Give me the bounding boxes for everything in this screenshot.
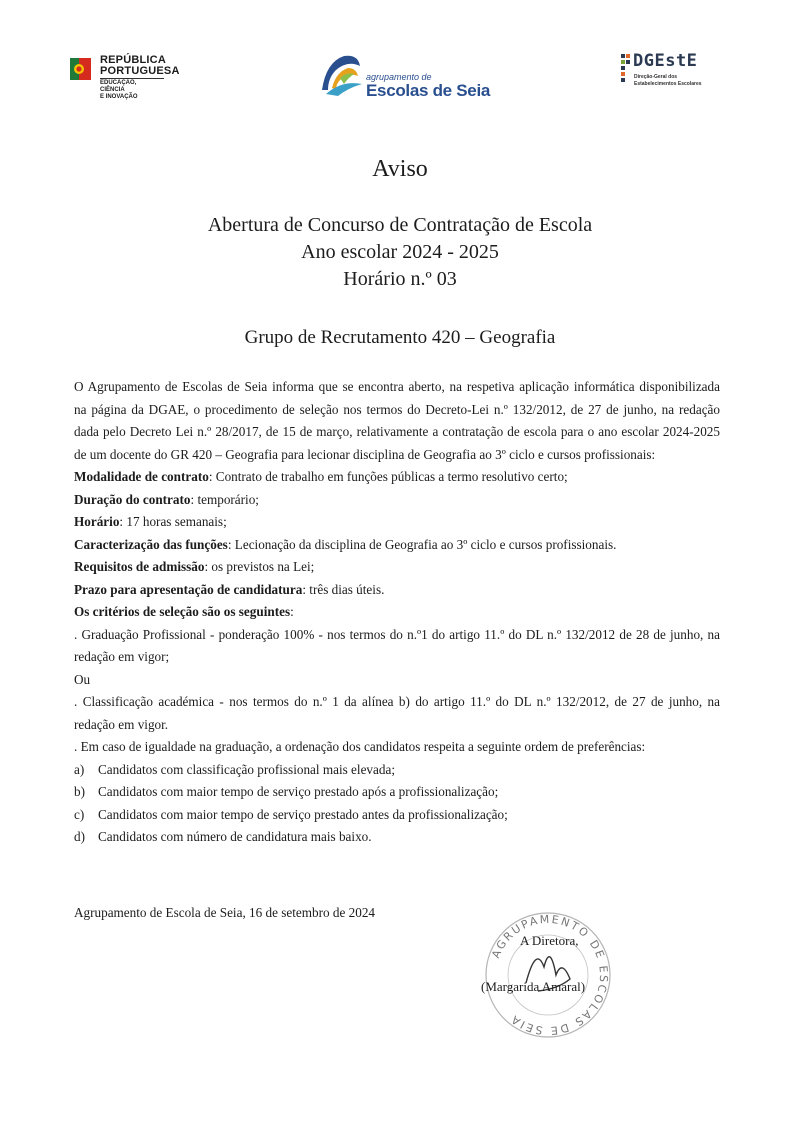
criterio2-line2: redação em vigor. xyxy=(74,716,169,732)
horario-label: Horário xyxy=(74,514,120,529)
modalidade-value: : Contrato de trabalho em funções públicas a termo resolutivo certo; xyxy=(208,469,568,484)
subtitle-line1: Abertura de Concurso de Contratação de Escola xyxy=(207,214,593,236)
caracterizacao-item xyxy=(74,534,720,557)
subtitle-line3: Horário n.º 03 xyxy=(343,268,457,290)
subtitle-line2: Ano escolar 2024 - 2025 xyxy=(301,241,499,263)
intro-line: de um docente do GR 420 – Geografia para lecionar disciplina de Geografia ao 3º ciclo e cursos profissionais: xyxy=(74,446,656,462)
place-date: Agrupamento de Escola de Seia, 16 de setembro de 2024 xyxy=(74,905,376,920)
duracao-item xyxy=(74,489,720,512)
preference-label: c) xyxy=(74,806,85,822)
modalidade-item xyxy=(74,466,720,489)
requisitos-value: : os previstos na Lei; xyxy=(204,559,315,574)
ou-text: Ou xyxy=(74,671,91,687)
preference-label: a) xyxy=(74,761,85,777)
dgeste-sub1: Direção-Geral dos xyxy=(634,74,678,80)
official-stamp-icon xyxy=(478,905,618,1045)
republica-portuguesa-logo xyxy=(70,54,180,104)
republica-line1: REPÚBLICA xyxy=(100,54,166,66)
caracterizacao-label: Caracterização das funções xyxy=(74,536,228,552)
preference-text: Candidatos com maior tempo de serviço prestado após a profissionalização; xyxy=(98,784,499,799)
dgeste-sub2: Estabelecimentos Escolares xyxy=(634,81,702,87)
document-body xyxy=(74,376,720,849)
intro-line: dada pelo Decreto Lei n.º 28/2017, de 15 de março, relativamente a contratação de escola para o ano escolar 2024-2025 xyxy=(74,424,720,439)
page-title: Aviso xyxy=(372,156,428,182)
duracao-label: Duração do contrato xyxy=(74,491,191,507)
stamp-text: AGRUPAMENTO DE ESCOLAS DE SEIA xyxy=(489,912,611,1038)
agrupamento-logo xyxy=(318,50,491,104)
intro-line: O Agrupamento de Escolas de Seia informa que se encontra aberto, na respetiva aplicação informática disponibilizada xyxy=(74,379,720,394)
horario-value: : 17 horas semanais; xyxy=(119,514,227,529)
prazo-value: : três dias úteis. xyxy=(302,581,385,597)
criterio1-line1: . Graduação Profissional - ponderação 100% - nos termos do n.º1 do artigo 11.º do DL n.º 132/2012 de 28 de junho, na xyxy=(74,626,720,642)
agrupamento-big-text: Escolas de Seia xyxy=(366,81,491,100)
requisitos-item xyxy=(74,556,720,579)
republica-sub2: E INOVAÇÃO xyxy=(100,94,138,100)
dgeste-logo xyxy=(620,52,730,92)
criterio2-line1: . Classificação académica - nos termos do n.º 1 da alínea b) do artigo 11.º do DL n.º 132/2012, de 27 de junho, na xyxy=(74,694,720,709)
preference-item xyxy=(74,781,720,804)
criterios-item xyxy=(74,601,720,624)
horario-item xyxy=(74,511,720,534)
dgeste-emblem-icon xyxy=(620,52,632,92)
prazo-label: Prazo para apresentação de candidatura xyxy=(74,581,303,597)
preference-label: d) xyxy=(74,829,85,844)
requisitos-label: Requisitos de admissão xyxy=(74,559,205,574)
preference-text: Candidatos com classificação profissional mais elevada; xyxy=(98,761,395,777)
criterio1-line2: redação em vigor; xyxy=(74,649,170,664)
prazo-item xyxy=(74,579,720,602)
signer-name: (Margarida Amaral) xyxy=(481,979,586,994)
agrupamento-small-text: agrupamento de xyxy=(366,72,432,82)
dgeste-name: DGEstE xyxy=(633,51,698,71)
preference-text: Candidatos com maior tempo de serviço prestado antes da profissionalização; xyxy=(98,806,508,822)
republica-sub1: EDUCAÇÃO, CIÊNCIA xyxy=(100,80,137,93)
agrupamento-emblem-icon xyxy=(318,50,364,98)
republica-rule xyxy=(100,78,164,79)
republica-emblem-icon xyxy=(70,56,94,82)
intro-line: na página da DGAE, o procedimento de seleção nos termos do Decreto-Lei n.º 132/2012, de 27 de junho, na redação xyxy=(74,401,720,417)
preference-item xyxy=(74,826,720,849)
recruitment-group: Grupo de Recrutamento 420 – Geografia xyxy=(244,327,556,348)
criterios-value: : xyxy=(290,604,294,619)
igualdade-text: . Em caso de igualdade na graduação, a ordenação dos candidatos respeita a seguinte ordem de preferências: xyxy=(74,739,646,754)
preference-label: b) xyxy=(74,784,85,799)
caracterizacao-value: : Lecionação da disciplina de Geografia ao 3º ciclo e cursos profissionais. xyxy=(227,536,617,552)
criterios-label: Os critérios de seleção são os seguintes xyxy=(74,604,291,619)
signer-role: A Diretora, xyxy=(520,933,579,948)
preference-text: Candidatos com número de candidatura mais baixo. xyxy=(98,829,372,844)
modalidade-label: Modalidade de contrato xyxy=(74,469,209,484)
duracao-value: : temporário; xyxy=(190,491,259,507)
preference-item xyxy=(74,759,720,782)
republica-line2: PORTUGUESA xyxy=(100,65,180,77)
preference-item xyxy=(74,804,720,827)
